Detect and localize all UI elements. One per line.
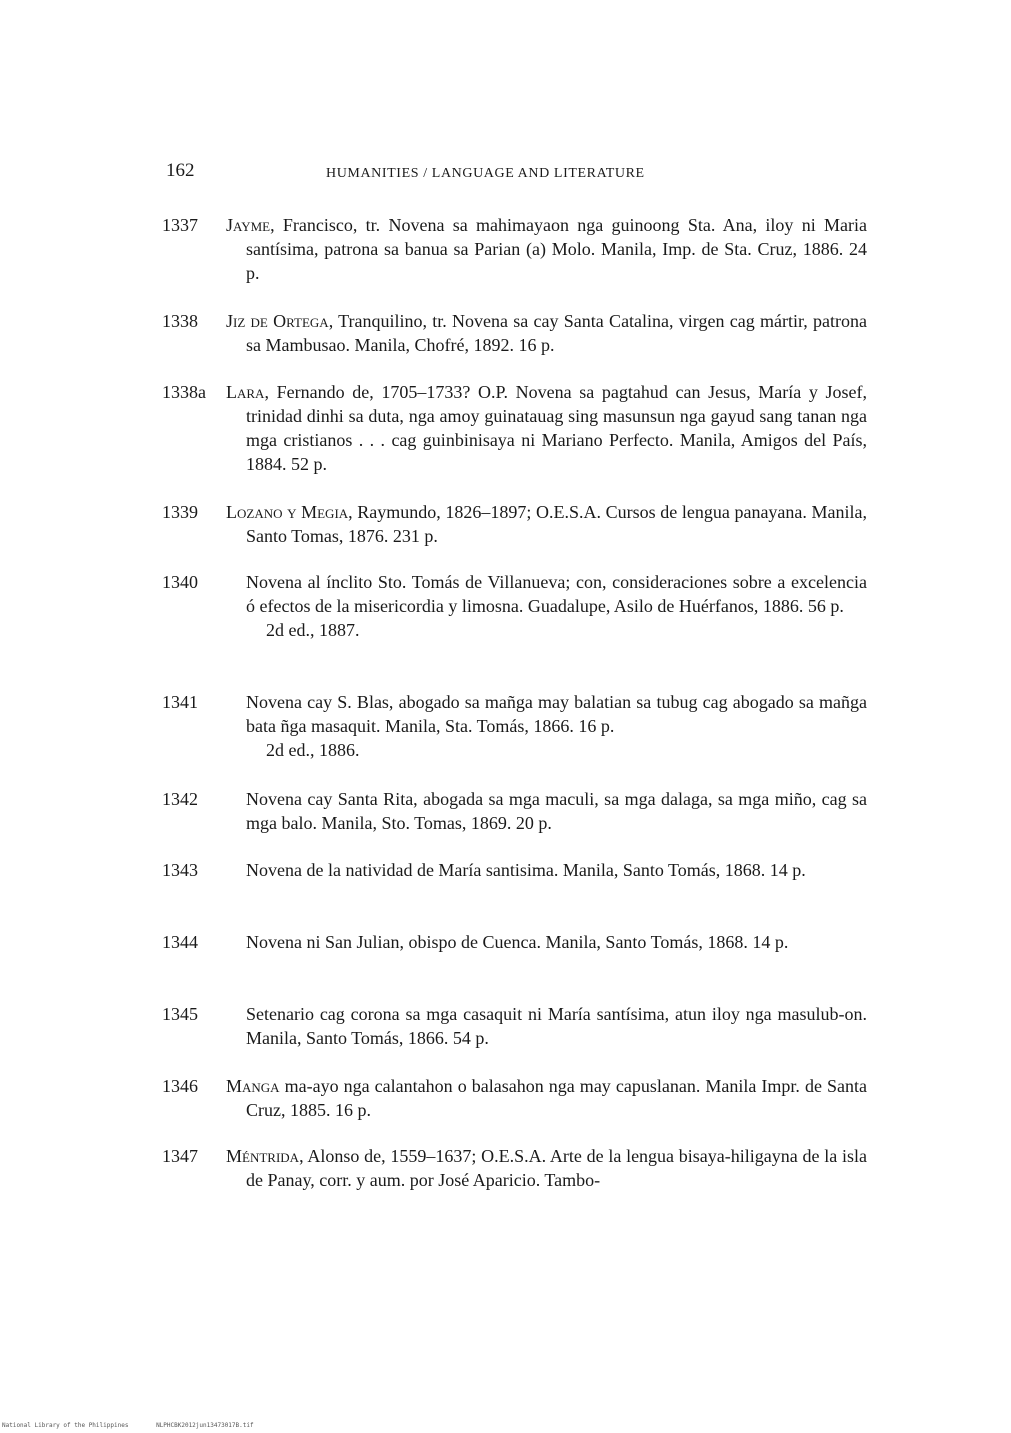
entry-text — [246, 570, 867, 642]
entry-number: 1338 — [162, 311, 198, 331]
bibliography-entry — [162, 1002, 867, 1050]
entry-body: ma-ayo nga calantahon o balasahon nga may capuslanan. Manila Impr. de Santa Cruz, 1885. 16 p. — [246, 1076, 867, 1120]
entry-body: Novena cay Santa Rita, abogada sa mga maculi, sa mga dalaga, sa mga miño, cag sa mga balo. Manila, Sto. Tomas, 1869. 20 p. — [246, 789, 867, 833]
entry-number: 1341 — [162, 692, 198, 712]
bibliography-entry — [162, 309, 867, 357]
entry-edition: 2d ed., 1886. — [266, 740, 360, 760]
entry-number: 1340 — [162, 572, 198, 592]
entry-number: 1346 — [162, 1076, 198, 1096]
entry-body: Setenario cag corona sa mga casaquit ni María santísima, atun iloy nga masulub-on. Manila, Santo Tomás, 1866. 54 p. — [246, 1004, 867, 1048]
entry-body: Novena ni San Julian, obispo de Cuenca. Manila, Santo Tomás, 1868. 14 p. — [246, 932, 789, 952]
entry-text — [246, 787, 867, 835]
entry-author: Lara — [226, 382, 265, 402]
entry-number: 1342 — [162, 789, 198, 809]
running-head: HUMANITIES / LANGUAGE AND LITERATURE — [326, 166, 645, 181]
entry-body: Novena al ínclito Sto. Tomás de Villanueva; con, consideraciones sobre a excelencia ó efectos de la misericordia y limosna. Guadalupe, Asilo de Huérfanos, 1886. 56 p. — [246, 572, 867, 616]
bibliography-entry — [162, 570, 867, 642]
footer-scan-id: NLPHCBK2012jun13473017B.tif — [156, 1422, 254, 1429]
bibliography-entry — [162, 787, 867, 835]
entry-body: , Raymundo, 1826–1897; O.E.S.A. Cursos de lengua panayana. Manila, Santo Tomas, 1876. 231 p. — [246, 502, 868, 546]
bibliography-entry — [162, 858, 867, 882]
bibliography-entry — [162, 213, 867, 285]
page-number: 162 — [166, 160, 195, 181]
entry-number: 1343 — [162, 860, 198, 880]
entry-text — [226, 213, 867, 285]
entry-number: 1347 — [162, 1146, 198, 1166]
entry-body: , Alonso de, 1559–1637; O.E.S.A. Arte de la lengua bisaya-hiligayna de la isla de Panay, corr. y aum. por José Aparicio. Tambo- — [246, 1146, 867, 1190]
entry-body: , Francisco, tr. Novena sa mahimayaon nga guinoong Sta. Ana, iloy ni Maria santísima, patrona sa banua sa Parian (a) Molo. Manila, Imp. de Sta. Cruz, 1886. 24 p. — [246, 215, 867, 283]
entry-body: , Fernando de, 1705–1733? O.P. Novena sa pagtahud can Jesus, María y Josef, trinidad dinhi sa duta, nga amoy guinatauag sing masunsun nga gayud sang tanan nga mga cristianos . . . cag guinbinisaya ni Mariano Perfecto. Manila, Amigos del País, 1884. 52 p. — [246, 382, 867, 474]
entry-author: Méntrida — [226, 1146, 300, 1166]
entry-author: Jiz de Ortega — [226, 311, 329, 331]
bibliography-entry — [162, 690, 867, 762]
page-header — [166, 160, 866, 190]
entry-text — [226, 1144, 867, 1192]
entry-body: , Tranquilino, tr. Novena sa cay Santa Catalina, virgen cag mártir, patrona sa Mambusao. Manila, Chofré, 1892. 16 p. — [246, 311, 867, 355]
bibliography-entry — [162, 500, 867, 548]
bibliography-entry — [162, 380, 867, 476]
bibliography-entry — [162, 1074, 867, 1122]
entry-text — [246, 1002, 867, 1050]
scan-footer — [2, 1422, 278, 1429]
bibliography-entry — [162, 930, 867, 954]
footer-library: National Library of the Philippines — [2, 1422, 129, 1429]
entry-text — [246, 930, 867, 954]
entry-body: Novena de la natividad de María santisima. Manila, Santo Tomás, 1868. 14 p. — [246, 860, 806, 880]
entry-edition: 2d ed., 1887. — [266, 620, 360, 640]
entry-text — [226, 380, 867, 476]
entry-number: 1338a — [162, 382, 206, 402]
entry-author: Lozano y Megia — [226, 502, 349, 522]
entry-text — [226, 500, 868, 548]
entry-text — [246, 690, 867, 762]
entry-author: Manga — [226, 1076, 280, 1096]
entry-body: Novena cay S. Blas, abogado sa mañga may balatian sa tubug cag abogado sa mañga bata ñga masaquit. Manila, Sta. Tomás, 1866. 16 p. — [246, 692, 867, 736]
entry-text — [226, 309, 867, 357]
entry-number: 1339 — [162, 502, 198, 522]
entry-text — [246, 858, 867, 882]
bibliography-entry — [162, 1144, 867, 1192]
entry-number: 1345 — [162, 1004, 198, 1024]
entry-number: 1344 — [162, 932, 198, 952]
entry-text — [226, 1074, 867, 1122]
entry-number: 1337 — [162, 215, 198, 235]
entry-author: Jayme — [226, 215, 271, 235]
